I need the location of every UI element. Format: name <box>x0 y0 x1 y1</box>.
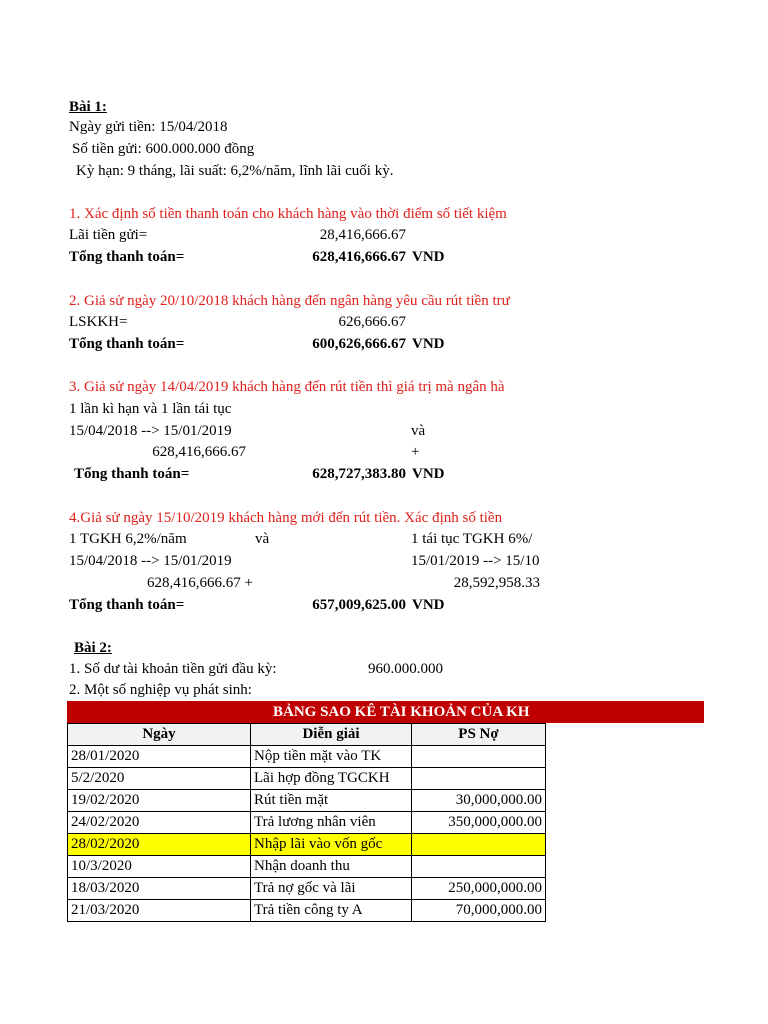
cell-date: 24/02/2020 <box>68 812 251 834</box>
opening-balance-label: 1. Số dư tài khoản tiền gửi đầu kỳ: <box>69 661 277 677</box>
q3-plus: + <box>411 444 420 460</box>
cell-debit <box>412 746 546 768</box>
q3-va: và <box>411 423 426 439</box>
q4-va: và <box>255 531 270 547</box>
q4-text: 4.Giả sử ngày 15/10/2019 khách hàng mới đến rút tiền. Xác định số tiền <box>69 510 503 526</box>
cell-date: 19/02/2020 <box>68 790 251 812</box>
q2-total-label: Tổng thanh toán= <box>69 336 185 352</box>
cell-debit <box>412 834 546 856</box>
cell-debit: 30,000,000.00 <box>412 790 546 812</box>
q1-interest-value: 28,416,666.67 <box>319 227 406 243</box>
cell-debit: 350,000,000.00 <box>412 812 546 834</box>
q4-period1: 15/04/2018 --> 15/01/2019 <box>69 553 232 569</box>
q4-tai-tuc: 1 tái tục TGKH 6%/ <box>411 531 533 547</box>
q1-total-label: Tổng thanh toán= <box>69 249 185 265</box>
cell-date: 28/01/2020 <box>68 746 251 768</box>
header-description: Diễn giải <box>251 724 412 746</box>
q2-text: 2. Giả sử ngày 20/10/2018 khách hàng đến ngân hàng yêu cầu rút tiền trư <box>69 293 510 309</box>
q3-line1: 1 lần kì hạn và 1 lần tái tục <box>69 401 232 417</box>
q4-tgkh: 1 TGKH 6,2%/năm <box>69 531 187 547</box>
q2-total-value: 600,626,666.67 <box>312 336 406 352</box>
cell-debit <box>412 856 546 878</box>
q3-total-value: 628,727,383.80 <box>312 466 406 482</box>
q4-total-label: Tổng thanh toán= <box>69 597 185 613</box>
cell-debit: 70,000,000.00 <box>412 900 546 922</box>
q1-total-value: 628,416,666.67 <box>312 249 406 265</box>
cell-description: Nộp tiền mặt vào TK <box>251 746 412 768</box>
header-date: Ngày <box>68 724 251 746</box>
bai1-title: Bài 1: <box>69 99 107 115</box>
q4-unit: VND <box>412 597 445 613</box>
q2-unit: VND <box>412 336 445 352</box>
table-row <box>68 790 546 812</box>
deposit-amount: Số tiền gửi: 600.000.000 đồng <box>72 141 255 157</box>
cell-debit: 250,000,000.00 <box>412 878 546 900</box>
statement-table <box>67 723 546 922</box>
cell-description: Trả nợ gốc và lãi <box>251 878 412 900</box>
cell-description: Rút tiền mặt <box>251 790 412 812</box>
header-debit: PS Nợ <box>412 724 546 746</box>
cell-date: 5/2/2020 <box>68 768 251 790</box>
cell-description: Nhập lãi vào vốn gốc <box>251 834 412 856</box>
q3-unit: VND <box>412 466 445 482</box>
table-row <box>68 746 546 768</box>
table-row <box>68 768 546 790</box>
cell-description: Nhận doanh thu <box>251 856 412 878</box>
statement-banner: BẢNG SAO KÊ TÀI KHOẢN CỦA KH <box>67 701 704 723</box>
transactions-label: 2. Một số nghiệp vụ phát sinh: <box>69 682 252 698</box>
table-row-highlighted <box>68 834 546 856</box>
table-header-row <box>68 724 546 746</box>
q4-period2: 15/01/2019 --> 15/10 <box>411 553 540 569</box>
bai2-title: Bài 2: <box>74 640 112 656</box>
q2-lskkh-label: LSKKH= <box>69 314 128 330</box>
q4-amount1: 628,416,666.67 + <box>147 575 253 591</box>
q1-interest-label: Lãi tiền gửi= <box>69 227 148 243</box>
table-row <box>68 856 546 878</box>
term-rate: Kỳ hạn: 9 tháng, lãi suất: 6,2%/năm, lĩnh lãi cuối kỳ. <box>76 163 394 179</box>
q3-total-label: Tổng thanh toán= <box>74 466 190 482</box>
cell-description: Trả lương nhân viên <box>251 812 412 834</box>
q1-unit: VND <box>412 249 445 265</box>
q4-total-value: 657,009,625.00 <box>312 597 406 613</box>
cell-date: 18/03/2020 <box>68 878 251 900</box>
q4-amount2: 28,592,958.33 <box>453 575 540 591</box>
q3-text: 3. Giả sử ngày 14/04/2019 khách hàng đến rút tiền thì giá trị mà ngân hà <box>69 379 505 395</box>
cell-description: Lãi hợp đồng TGCKH <box>251 768 412 790</box>
cell-date: 10/3/2020 <box>68 856 251 878</box>
table-row <box>68 812 546 834</box>
cell-date: 28/02/2020 <box>68 834 251 856</box>
table-row <box>68 900 546 922</box>
cell-debit <box>412 768 546 790</box>
opening-balance-value: 960.000.000 <box>368 661 443 677</box>
q3-period: 15/04/2018 --> 15/01/2019 <box>69 423 232 439</box>
deposit-date: Ngày gửi tiền: 15/04/2018 <box>69 119 228 135</box>
q1-text: 1. Xác định số tiền thanh toán cho khách hàng vào thời điểm sổ tiết kiệm <box>69 206 507 222</box>
q2-lskkh-value: 626,666.67 <box>338 314 406 330</box>
table-row <box>68 878 546 900</box>
cell-date: 21/03/2020 <box>68 900 251 922</box>
q3-amount: 628,416,666.67 <box>152 444 246 460</box>
cell-description: Trả tiền công ty A <box>251 900 412 922</box>
